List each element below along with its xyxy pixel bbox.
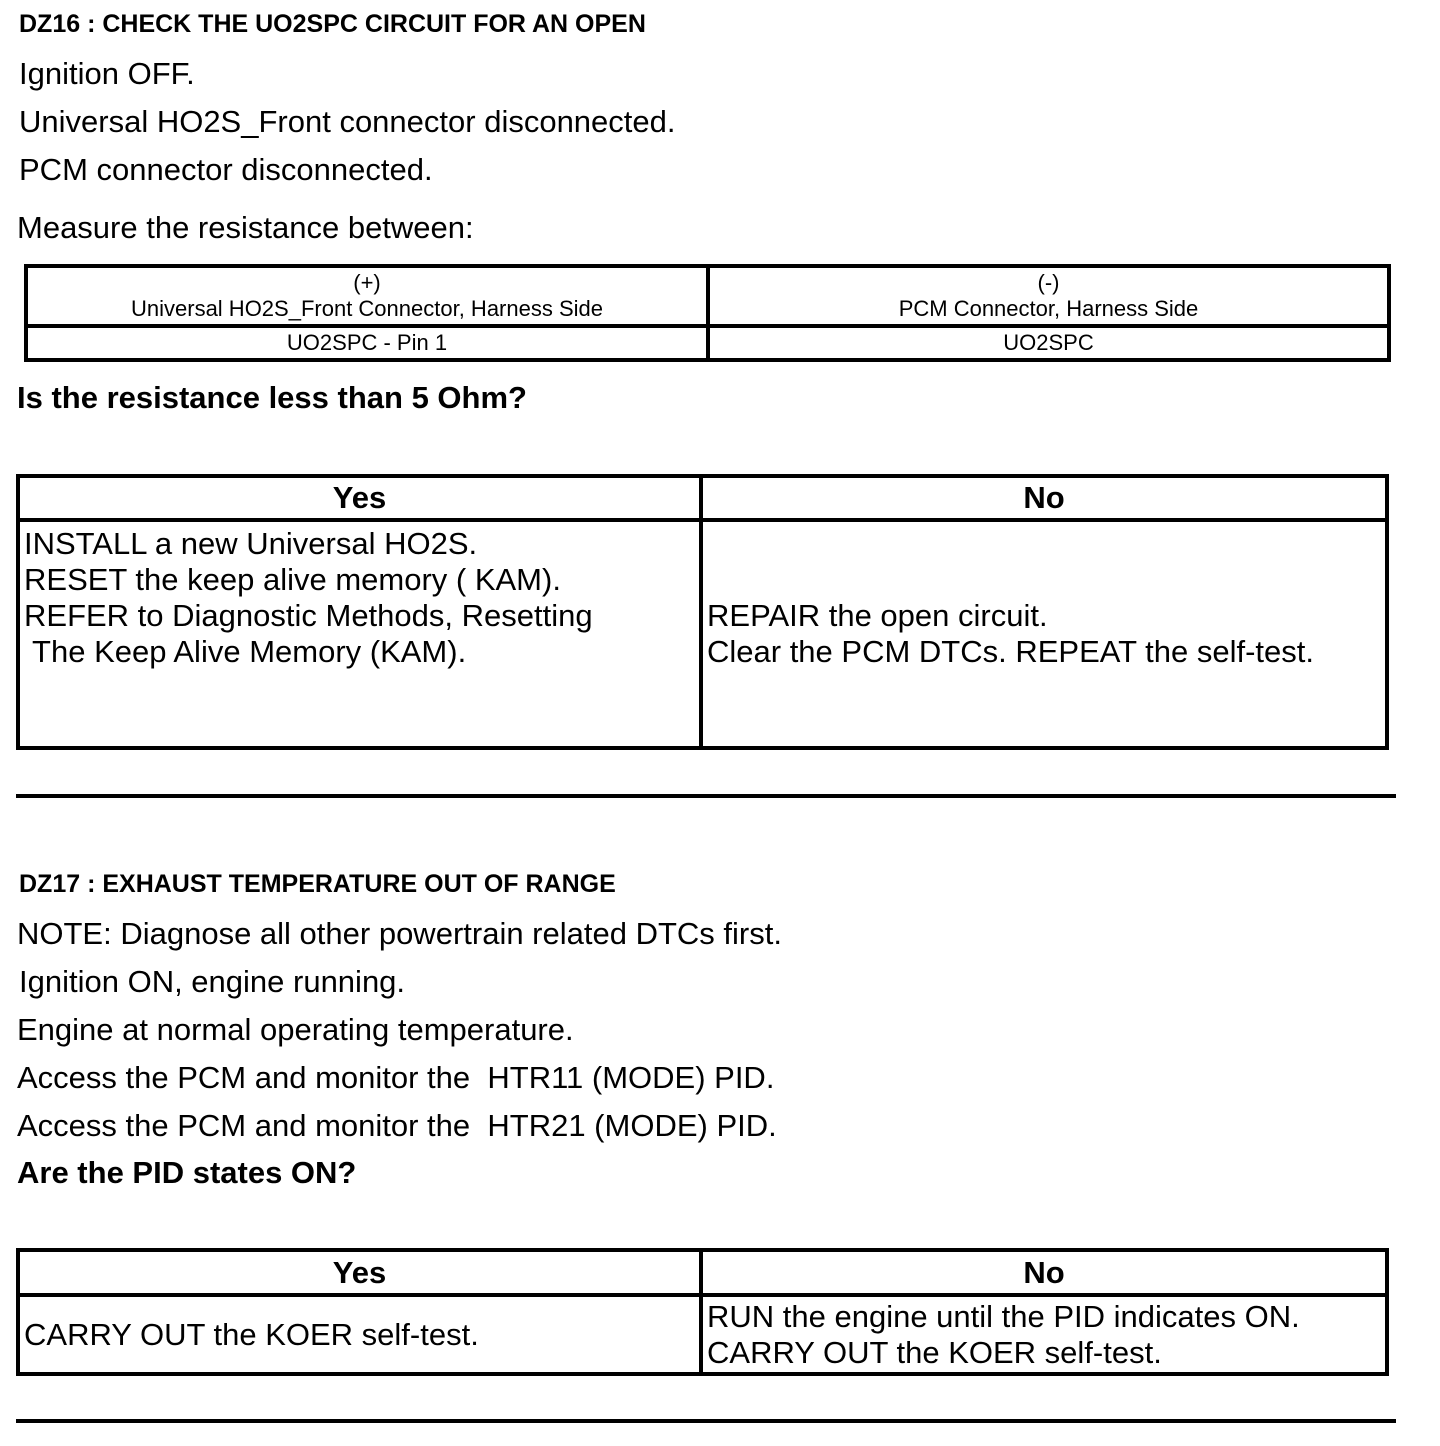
- dz17-step-5: Access the PCM and monitor the HTR21 (MODE) PID.: [17, 1108, 777, 1143]
- measure-header-plus: [26, 266, 708, 326]
- minus-connector-label: PCM Connector, Harness Side: [898, 296, 1199, 321]
- yes-header: Yes: [18, 476, 701, 520]
- plus-sign: (+): [353, 270, 381, 295]
- measure-value-minus: UO2SPC: [708, 326, 1389, 360]
- dz17-step-3: Engine at normal operating temperature.: [17, 1012, 574, 1047]
- no-line-2: Clear the PCM DTCs. REPEAT the self-test.: [707, 634, 1314, 669]
- measure-header-row: [26, 266, 1389, 326]
- result-body-row: [18, 1295, 1387, 1374]
- dz16-heading: DZ16 : CHECK THE UO2SPC CIRCUIT FOR AN OPEN: [19, 10, 646, 38]
- no-header: No: [701, 1250, 1387, 1295]
- result-body-row: [18, 520, 1387, 748]
- dz17-step-4: Access the PCM and monitor the HTR11 (MODE) PID.: [17, 1060, 775, 1095]
- dz16-step-1: Ignition OFF.: [19, 56, 195, 91]
- yes-line-3: REFER to Diagnostic Methods, Resetting: [24, 598, 593, 633]
- yes-cell: [18, 520, 701, 748]
- dz17-result-table: [16, 1248, 1389, 1376]
- yes-line-2: RESET the keep alive memory ( KAM).: [24, 562, 561, 597]
- dz17-heading: DZ17 : EXHAUST TEMPERATURE OUT OF RANGE: [19, 870, 616, 898]
- measure-value-plus: UO2SPC - Pin 1: [26, 326, 708, 360]
- dz16-step-3: PCM connector disconnected.: [19, 152, 433, 187]
- section-divider-2: [16, 1419, 1396, 1423]
- yes-line-1: CARRY OUT the KOER self-test.: [24, 1316, 479, 1352]
- dz16-question: Is the resistance less than 5 Ohm?: [17, 380, 527, 415]
- plus-connector-label: Universal HO2S_Front Connector, Harness Side: [131, 296, 603, 321]
- no-cell: [701, 1295, 1387, 1374]
- measure-value-row: [26, 326, 1389, 360]
- yes-cell: [18, 1295, 701, 1374]
- result-header-row: [18, 476, 1387, 520]
- dz16-step-2: Universal HO2S_Front connector disconnected.: [19, 104, 676, 139]
- result-header-row: [18, 1250, 1387, 1295]
- no-cell: [701, 520, 1387, 748]
- dz17-step-2: Ignition ON, engine running.: [19, 964, 406, 999]
- dz16-result-table: [16, 474, 1389, 750]
- dz16-measure-table: [24, 264, 1391, 362]
- no-line-1: REPAIR the open circuit.: [707, 598, 1048, 633]
- dz17-step-1: NOTE: Diagnose all other powertrain related DTCs first.: [17, 916, 782, 951]
- dz16-step-4: Measure the resistance between:: [17, 210, 474, 245]
- yes-line-4: The Keep Alive Memory (KAM).: [24, 634, 467, 669]
- measure-header-minus: [708, 266, 1389, 326]
- yes-line-1: INSTALL a new Universal HO2S.: [24, 526, 478, 561]
- no-line-2: CARRY OUT the KOER self-test.: [707, 1334, 1162, 1370]
- dz17-question: Are the PID states ON?: [17, 1155, 357, 1190]
- no-line-1: RUN the engine until the PID indicates ON.: [707, 1298, 1300, 1334]
- yes-header: Yes: [18, 1250, 701, 1295]
- section-divider-1: [16, 794, 1396, 798]
- minus-sign: (-): [1037, 270, 1060, 295]
- no-header: No: [701, 476, 1387, 520]
